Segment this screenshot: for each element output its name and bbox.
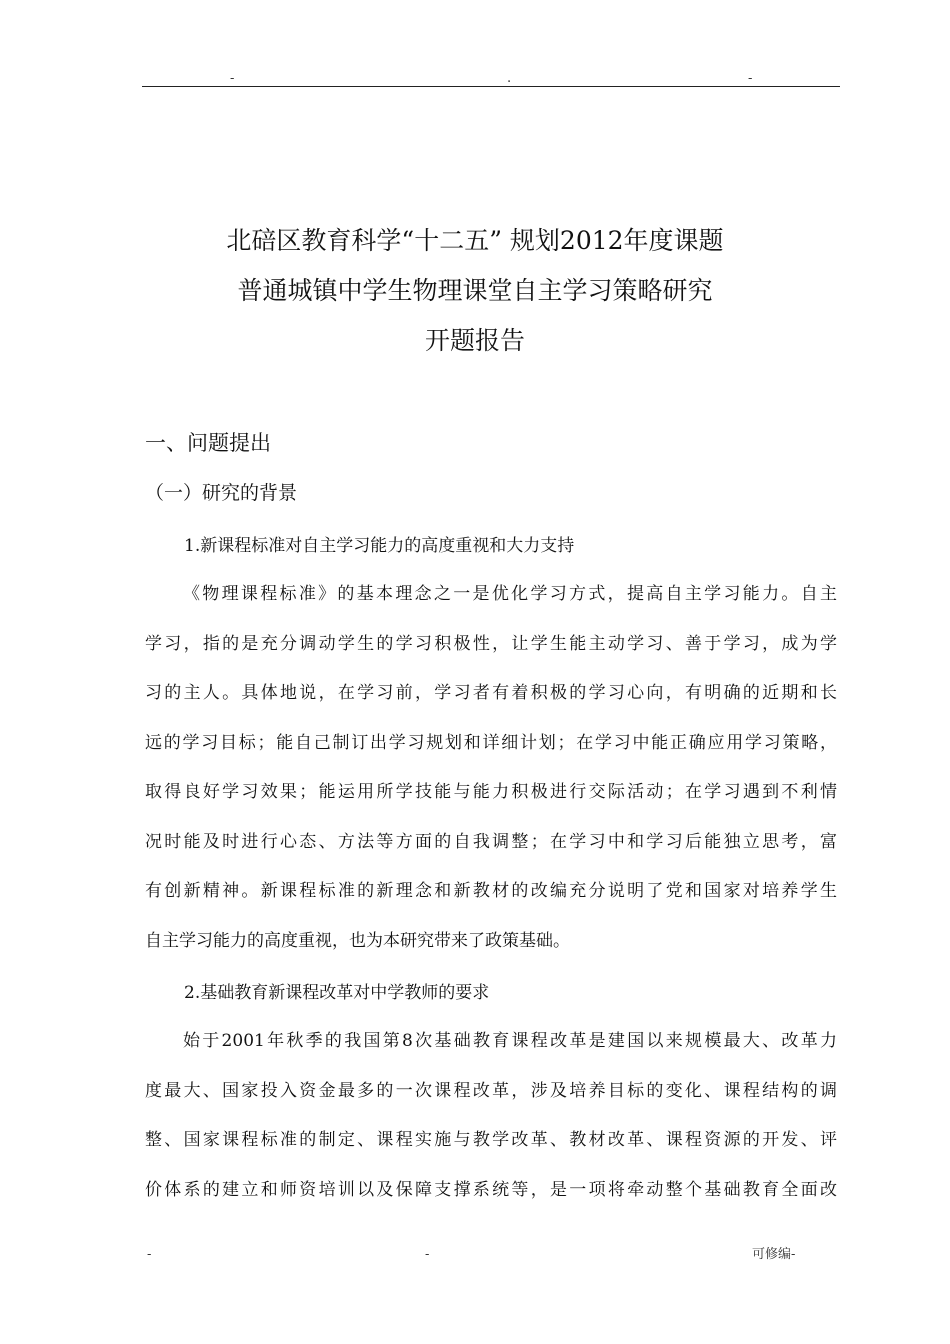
- paragraph-line: 价体系的建立和师资培训以及保障支撑系统等，是一项将牵动整个基础教育全面改: [145, 1179, 837, 1200]
- header-center-mark: .: [507, 71, 512, 86]
- paragraph-1: [145, 582, 837, 978]
- paragraph-2: [145, 1029, 837, 1227]
- paragraph-line: 度最大、国家投入资金最多的一次课程改革，涉及培养目标的变化、课程结构的调: [145, 1080, 837, 1101]
- paragraph-line: 《物理课程标准》的基本理念之一是优化学习方式，提高自主学习能力。自主: [183, 584, 837, 604]
- section-heading: 一、问题提出: [145, 431, 271, 455]
- paragraph-line: 取得良好学习效果；能运用所学技能与能力积极进行交际活动；在学习遇到不利情: [145, 782, 837, 802]
- header-left-mark: -: [230, 71, 235, 86]
- footer-left-mark: -: [147, 1247, 152, 1262]
- title-line-3: 开题报告: [424, 326, 525, 355]
- header-rule: [142, 86, 840, 87]
- paragraph-line: 远的学习目标；能自己制订出学习规划和详细计划；在学习中能正确应用学习策略，: [145, 732, 837, 753]
- paragraph-line: 整、国家课程标准的制定、课程实施与教学改革、教材改革、课程资源的开发、评: [145, 1130, 837, 1150]
- header-right-mark: -: [748, 71, 753, 86]
- title-line-2: 普通城镇中学生物理课堂自主学习策略研究: [237, 276, 713, 305]
- footer-center-mark: -: [425, 1247, 430, 1262]
- paragraph-line: 自主学习能力的高度重视，也为本研究带来了政策基础。: [145, 930, 570, 951]
- footer-editable-note: 可修编-: [752, 1247, 796, 1262]
- paragraph-line: 始于2001年秋季的我国第8次基础教育课程改革是建国以来规模最大、改革力: [183, 1031, 837, 1051]
- title-line-1: 北碚区教育科学“十二五” 规划2012年度课题: [226, 226, 724, 255]
- item-heading-2: 2.基础教育新课程改革对中学教师的要求: [184, 983, 490, 1003]
- paragraph-line: 有创新精神。新课程标准的新理念和新教材的改编充分说明了党和国家对培养学生: [145, 881, 837, 901]
- paragraph-line: 习的主人。具体地说，在学习前，学习者有着积极的学习心向，有明确的近期和长: [145, 683, 837, 703]
- item-heading-1: 1.新课程标准对自主学习能力的高度重视和大力支持: [184, 536, 575, 556]
- subsection-heading: （一）研究的背景: [145, 482, 298, 504]
- paragraph-line: 学习，指的是充分调动学生的学习积极性，让学生能主动学习、善于学习，成为学: [145, 633, 837, 654]
- paragraph-line: 况时能及时进行心态、方法等方面的自我调整；在学习中和学习后能独立思考，富: [145, 831, 837, 852]
